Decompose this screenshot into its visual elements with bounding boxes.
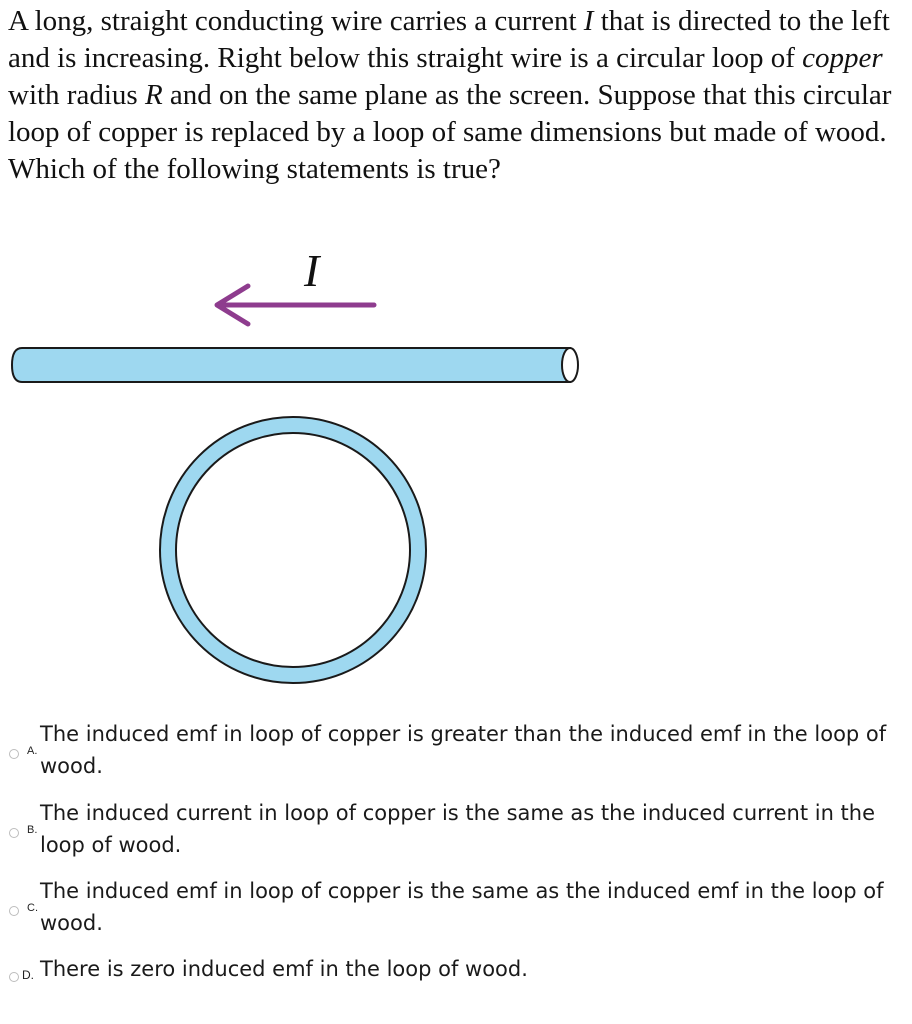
choice-c[interactable] xyxy=(0,875,900,945)
current-label: I xyxy=(304,245,320,296)
choice-a[interactable] xyxy=(0,718,900,788)
wire-end-cap xyxy=(562,348,578,382)
choice-d-letter: D. xyxy=(22,968,34,982)
loop-ring xyxy=(168,425,418,675)
question-part-1: A long, straight conducting wire carries a current xyxy=(8,5,584,37)
choice-b-radio[interactable] xyxy=(9,828,19,838)
choice-c-radio[interactable] xyxy=(9,906,19,916)
wire-loop-diagram xyxy=(0,230,600,690)
choice-a-text: The induced emf in loop of copper is greater than the induced emf in the loop of wood. xyxy=(40,722,887,778)
choice-d-text: There is zero induced emf in the loop of wood. xyxy=(40,957,528,981)
choice-b[interactable] xyxy=(0,797,900,867)
question-part-4: and on the same plane as the screen. Suppose that this circular loop of copper is replaced by a loop of same dimensions but made of wood. Which of the following statements is true? xyxy=(8,79,892,185)
choice-a-radio[interactable] xyxy=(9,749,19,759)
question-part-2: that is directed to the left and is increasing. Right below this straight wire is a circular loop of xyxy=(8,5,890,74)
straight-wire xyxy=(12,348,578,382)
choice-c-letter: C. xyxy=(27,902,38,914)
question-part-3: with radius xyxy=(8,79,145,111)
choice-b-text: The induced current in loop of copper is the same as the induced current in the loop of wood. xyxy=(40,801,876,857)
current-arrow-icon xyxy=(217,286,374,324)
choice-b-letter: B. xyxy=(27,824,38,836)
question-text xyxy=(8,3,898,188)
current-symbol: I xyxy=(583,5,594,37)
choice-c-text: The induced emf in loop of copper is the same as the induced emf in the loop of wood. xyxy=(40,879,884,935)
choice-d[interactable] xyxy=(0,953,900,989)
circular-loop xyxy=(168,425,418,675)
choice-d-radio[interactable] xyxy=(9,972,19,982)
radius-symbol: R xyxy=(144,79,163,111)
material-name: copper xyxy=(802,42,883,74)
choice-a-letter: A. xyxy=(27,745,38,757)
